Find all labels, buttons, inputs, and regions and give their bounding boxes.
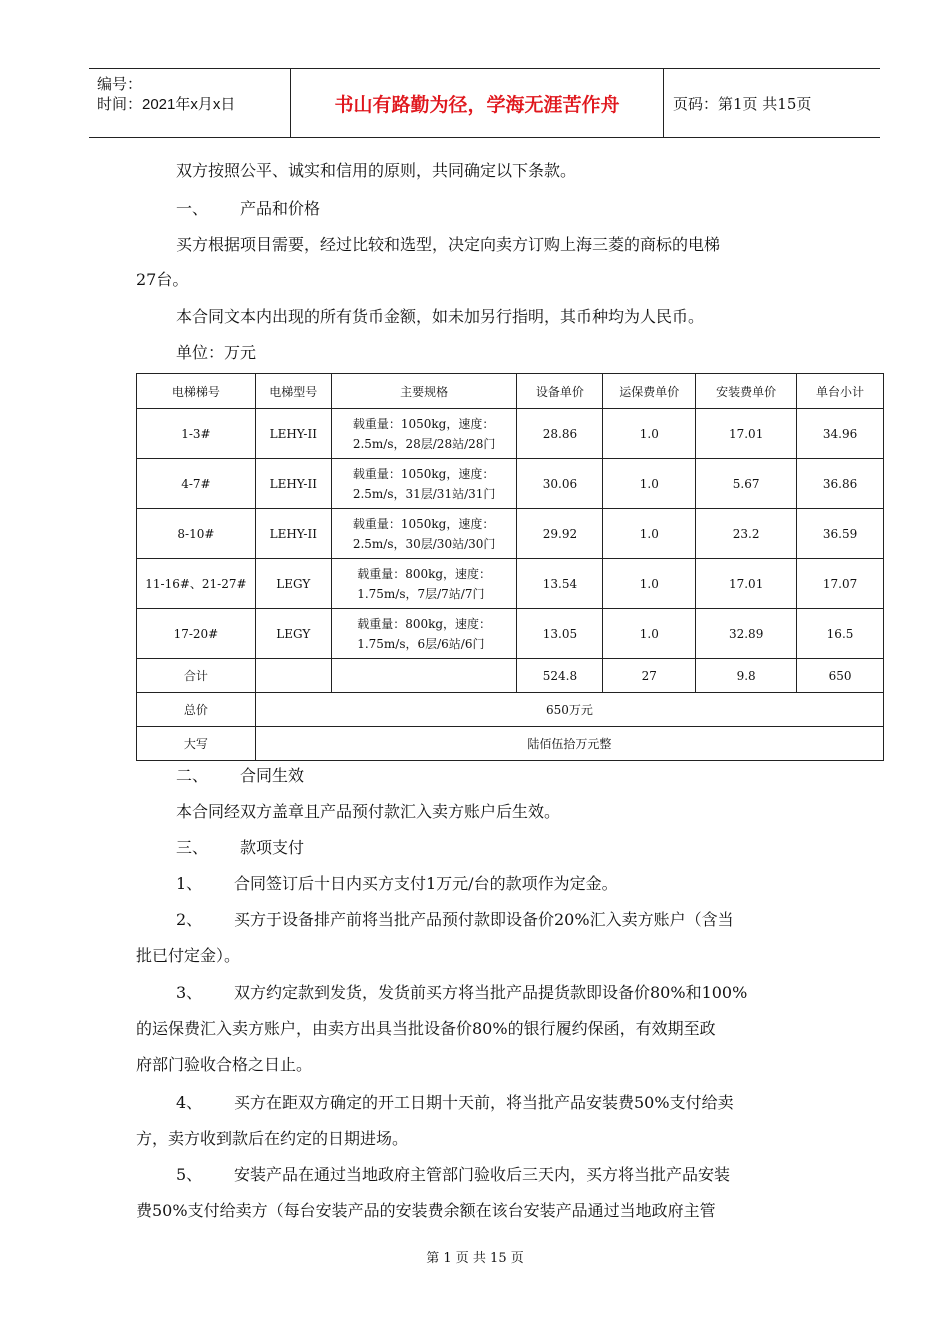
spec-line-2: 1.75m/s，6层/6站/6门 xyxy=(357,636,485,651)
elevator-model-cell: LEGY xyxy=(255,559,331,609)
page-footer: 第 1 页 共 15 页 xyxy=(426,1251,524,1266)
spec-line-2: 2.5m/s，31层/31站/31门 xyxy=(352,486,496,501)
list-item-number: 2、 xyxy=(176,910,203,929)
section-title: 款项支付 xyxy=(240,838,305,857)
spec-line-1: 载重量：1050kg，速度： xyxy=(352,516,495,531)
transport-price-cell: 1.0 xyxy=(603,409,696,459)
empty-cell xyxy=(331,659,517,693)
paragraph-2: 本合同文本内出现的所有货币金额，如未加另行指明，其币种均为人民币。 xyxy=(176,307,705,326)
spec-line-2: 2.5m/s，30层/30站/30门 xyxy=(352,536,496,551)
section-1-heading xyxy=(176,198,320,220)
total-equipment-cell: 524.8 xyxy=(517,659,603,693)
list-item-number: 1、 xyxy=(176,874,203,893)
elevator-model-cell: LEHY-II xyxy=(255,409,331,459)
list-item-1 xyxy=(176,873,618,895)
spec-line-2: 1.75m/s，7层/7站/7门 xyxy=(357,586,485,601)
spec-cell xyxy=(331,459,517,509)
list-item-text: 买方在距双方确定的开工日期十天前，将当批产品安装费50%支付给卖 xyxy=(234,1093,734,1112)
page-header xyxy=(89,68,880,138)
list-item-2-continuation: 批已付定金）。 xyxy=(136,946,241,965)
elevator-number-cell: 17-20# xyxy=(137,609,256,659)
capital-value-cell: 陆佰伍拾万元整 xyxy=(255,727,883,761)
grand-total-label-cell: 总价 xyxy=(137,693,256,727)
table-row xyxy=(137,609,884,659)
equipment-price-cell: 13.05 xyxy=(517,609,603,659)
subtotal-cell: 36.86 xyxy=(797,459,884,509)
table-header-cell: 设备单价 xyxy=(517,374,603,409)
spec-cell xyxy=(331,409,517,459)
list-item-text: 合同签订后十日内买方支付1万元/台的款项作为定金。 xyxy=(234,874,618,893)
table-header-cell: 主要规格 xyxy=(331,374,517,409)
total-label-cell: 合计 xyxy=(137,659,256,693)
spec-cell xyxy=(331,509,517,559)
table-total-row xyxy=(137,659,884,693)
table-header-cell: 电梯型号 xyxy=(255,374,331,409)
list-item-text: 买方于设备排产前将当批产品预付款即设备价20%汇入卖方账户（含当 xyxy=(234,910,734,929)
spec-line-1: 载重量：1050kg，速度： xyxy=(352,416,495,431)
list-item-4 xyxy=(176,1092,734,1114)
elevator-model-cell: LEHY-II xyxy=(255,509,331,559)
elevator-number-cell: 11-16#、21-27# xyxy=(137,559,256,609)
subtotal-cell: 17.07 xyxy=(797,559,884,609)
table-header-cell: 电梯梯号 xyxy=(137,374,256,409)
total-install-cell: 9.8 xyxy=(696,659,797,693)
table-row xyxy=(137,409,884,459)
grand-total-value-cell: 650万元 xyxy=(255,693,883,727)
list-item-5-continuation: 费50%支付给卖方（每台安装产品的安装费余额在该台安装产品通过当地政府主管 xyxy=(136,1201,716,1220)
elevator-model-cell: LEHY-II xyxy=(255,459,331,509)
equipment-price-cell: 30.06 xyxy=(517,459,603,509)
list-item-2 xyxy=(176,909,734,931)
total-subtotal-cell: 650 xyxy=(797,659,884,693)
transport-price-cell: 1.0 xyxy=(603,559,696,609)
elevator-number-cell: 8-10# xyxy=(137,509,256,559)
table-row xyxy=(137,509,884,559)
elevator-number-cell: 4-7# xyxy=(137,459,256,509)
list-item-5 xyxy=(176,1164,730,1186)
install-price-cell: 23.2 xyxy=(696,509,797,559)
paragraph-1-line-1: 买方根据项目需要，经过比较和选型，决定向卖方订购上海三菱的商标的电梯 xyxy=(176,235,721,254)
header-left-cell xyxy=(89,69,289,137)
elevator-model-cell: LEGY xyxy=(255,609,331,659)
list-item-number: 5、 xyxy=(176,1165,203,1184)
spec-line-1: 载重量：1050kg，速度： xyxy=(352,466,495,481)
spec-line-1: 载重量：800kg，速度： xyxy=(357,566,492,581)
unit-label: 单位：万元 xyxy=(176,343,257,362)
table-header-cell: 运保费单价 xyxy=(603,374,696,409)
paragraph-1-line-2: 27台。 xyxy=(136,270,189,289)
equipment-price-cell: 29.92 xyxy=(517,509,603,559)
empty-cell xyxy=(255,659,331,693)
table-header-cell: 单台小计 xyxy=(797,374,884,409)
list-item-number: 4、 xyxy=(176,1093,203,1112)
subtotal-cell: 34.96 xyxy=(797,409,884,459)
transport-price-cell: 1.0 xyxy=(603,459,696,509)
transport-price-cell: 1.0 xyxy=(603,509,696,559)
install-price-cell: 17.01 xyxy=(696,559,797,609)
price-table xyxy=(136,373,884,761)
install-price-cell: 32.89 xyxy=(696,609,797,659)
grand-total-row xyxy=(137,693,884,727)
subtotal-cell: 36.59 xyxy=(797,509,884,559)
section-number: 三、 xyxy=(176,838,209,857)
spec-cell xyxy=(331,609,517,659)
list-item-3-continuation: 府部门验收合格之日止。 xyxy=(136,1055,313,1074)
section-number: 一、 xyxy=(176,199,209,218)
table-row xyxy=(137,559,884,609)
list-item-3-continuation: 的运保费汇入卖方账户，由卖方出具当批设备价80%的银行履约保函，有效期至政 xyxy=(136,1019,716,1038)
capital-label-cell: 大写 xyxy=(137,727,256,761)
section-title: 合同生效 xyxy=(240,766,305,785)
list-item-4-continuation: 方，卖方收到款后在约定的日期进场。 xyxy=(136,1129,409,1148)
number-label: 编号： xyxy=(97,76,143,93)
capital-amount-row xyxy=(137,727,884,761)
section-2-text: 本合同经双方盖章且产品预付款汇入卖方账户后生效。 xyxy=(176,802,561,821)
header-page-info: 页码：第1页 共15页 xyxy=(673,94,812,113)
header-motto-cell xyxy=(290,69,664,137)
transport-price-cell: 1.0 xyxy=(603,609,696,659)
spec-line-2: 2.5m/s，28层/28站/28门 xyxy=(352,436,496,451)
equipment-price-cell: 28.86 xyxy=(517,409,603,459)
install-price-cell: 5.67 xyxy=(696,459,797,509)
list-item-number: 3、 xyxy=(176,983,203,1002)
subtotal-cell: 16.5 xyxy=(797,609,884,659)
table-header-cell: 安装费单价 xyxy=(696,374,797,409)
motto-text: 书山有路勤为径，学海无涯苦作舟 xyxy=(334,93,620,116)
equipment-price-cell: 13.54 xyxy=(517,559,603,609)
intro-paragraph: 双方按照公平、诚实和信用的原则，共同确定以下条款。 xyxy=(176,161,577,180)
section-3-heading xyxy=(176,837,304,859)
spec-cell xyxy=(331,559,517,609)
list-item-3 xyxy=(176,982,747,1004)
table-header-row xyxy=(137,374,884,409)
section-title: 产品和价格 xyxy=(240,199,321,218)
section-number: 二、 xyxy=(176,766,209,785)
table-row xyxy=(137,459,884,509)
list-item-text: 安装产品在通过当地政府主管部门验收后三天内，买方将当批产品安装 xyxy=(234,1165,731,1184)
total-transport-cell: 27 xyxy=(603,659,696,693)
list-item-text: 双方约定款到发货，发货前买方将当批产品提货款即设备价80%和100% xyxy=(234,983,748,1002)
section-2-heading xyxy=(176,765,304,787)
elevator-number-cell: 1-3# xyxy=(137,409,256,459)
spec-line-1: 载重量：800kg，速度： xyxy=(357,616,492,631)
install-price-cell: 17.01 xyxy=(696,409,797,459)
time-label: 时间：2021年x月x日 xyxy=(97,96,236,113)
